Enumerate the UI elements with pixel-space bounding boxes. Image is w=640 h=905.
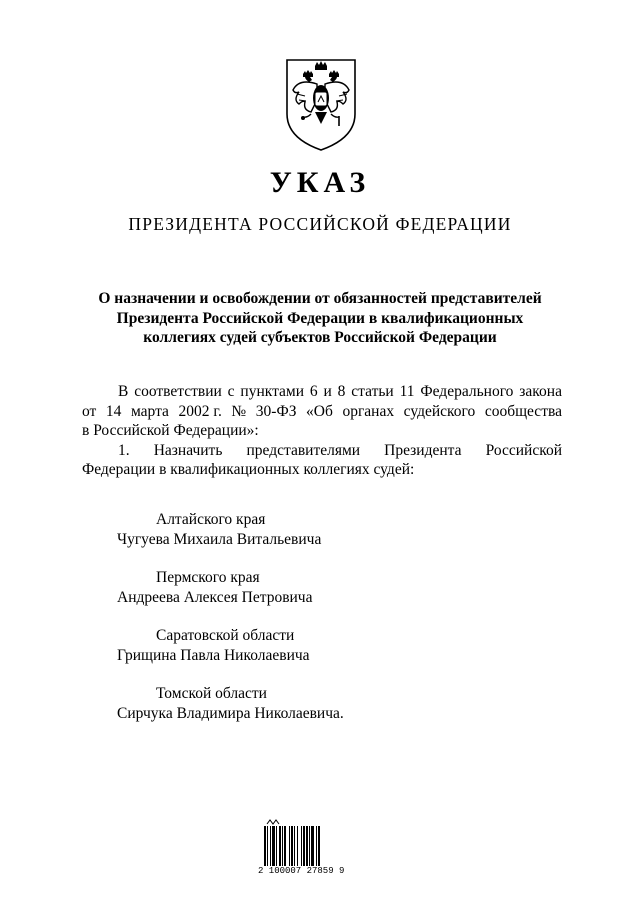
preamble-paragraph: [82, 382, 562, 480]
preamble-line-2: от 14 марта 2002 г. № 30-ФЗ «Об органах судейского сообщества: [82, 402, 562, 420]
appointment-region: Пермского края: [156, 569, 260, 586]
barcode-bar: [272, 826, 275, 866]
heading-line: коллегиях судей субъектов Российской Федерации: [143, 329, 497, 346]
barcode-bar: [291, 826, 293, 866]
barcode-bar: [289, 826, 290, 866]
barcode-bar: [270, 826, 271, 866]
barcode-bar: [306, 826, 308, 866]
appointment-region: Алтайского края: [156, 511, 266, 528]
appointment-person: Чугуева Михаила Витальевича: [117, 531, 322, 548]
appointment-region: Саратовской области: [156, 627, 295, 644]
appointment-person: Андреева Алексея Петровича: [117, 589, 313, 606]
decree-subtitle: ПРЕЗИДЕНТА РОССИЙСКОЙ ФЕДЕРАЦИИ: [128, 214, 512, 234]
preamble-line-1: В соответствии с пунктами 6 и 8 статьи 11 Федерального закона: [118, 383, 562, 400]
barcode-bar: [297, 826, 298, 866]
preamble-line-3: в Российской Федерации»:: [82, 422, 259, 439]
barcode-bar: [276, 826, 277, 866]
heading-line: О назначении и освобождении от обязанностей представителей: [98, 290, 542, 307]
clause-1-line-1: 1. Назначить представителями Президента Российской: [118, 441, 562, 459]
appointment-person: Сирчука Владимира Николаевича.: [117, 705, 344, 722]
clause-1-line-2: Федерации в квалификационных коллегиях судей:: [82, 461, 415, 478]
barcode-mark: [267, 820, 279, 824]
decree-heading: [70, 289, 570, 348]
barcode-bar: [264, 826, 266, 866]
barcode-bar: [316, 826, 317, 866]
barcode-bar: [318, 826, 320, 866]
barcode-bar: [284, 826, 286, 866]
barcode-number: 2 100007 27859 9: [258, 866, 345, 876]
heading-line: Президента Российской Федерации в квалификационных: [116, 309, 524, 327]
barcode-bar: [303, 826, 305, 866]
appointment-person: Грищина Павла Николаевича: [117, 647, 310, 664]
barcode-bar: [294, 826, 295, 866]
barcode-bar: [301, 826, 302, 866]
decree-title: УКАЗ: [269, 166, 371, 199]
coat-of-arms-emblem: [281, 56, 361, 152]
barcode-bar: [282, 826, 283, 866]
barcode-bar: [311, 826, 314, 866]
appointment-region: Томской области: [156, 685, 267, 702]
barcode-bar: [267, 826, 268, 866]
barcode-bar: [279, 826, 281, 866]
barcode-bar: [309, 826, 310, 866]
barcode: [263, 818, 343, 866]
